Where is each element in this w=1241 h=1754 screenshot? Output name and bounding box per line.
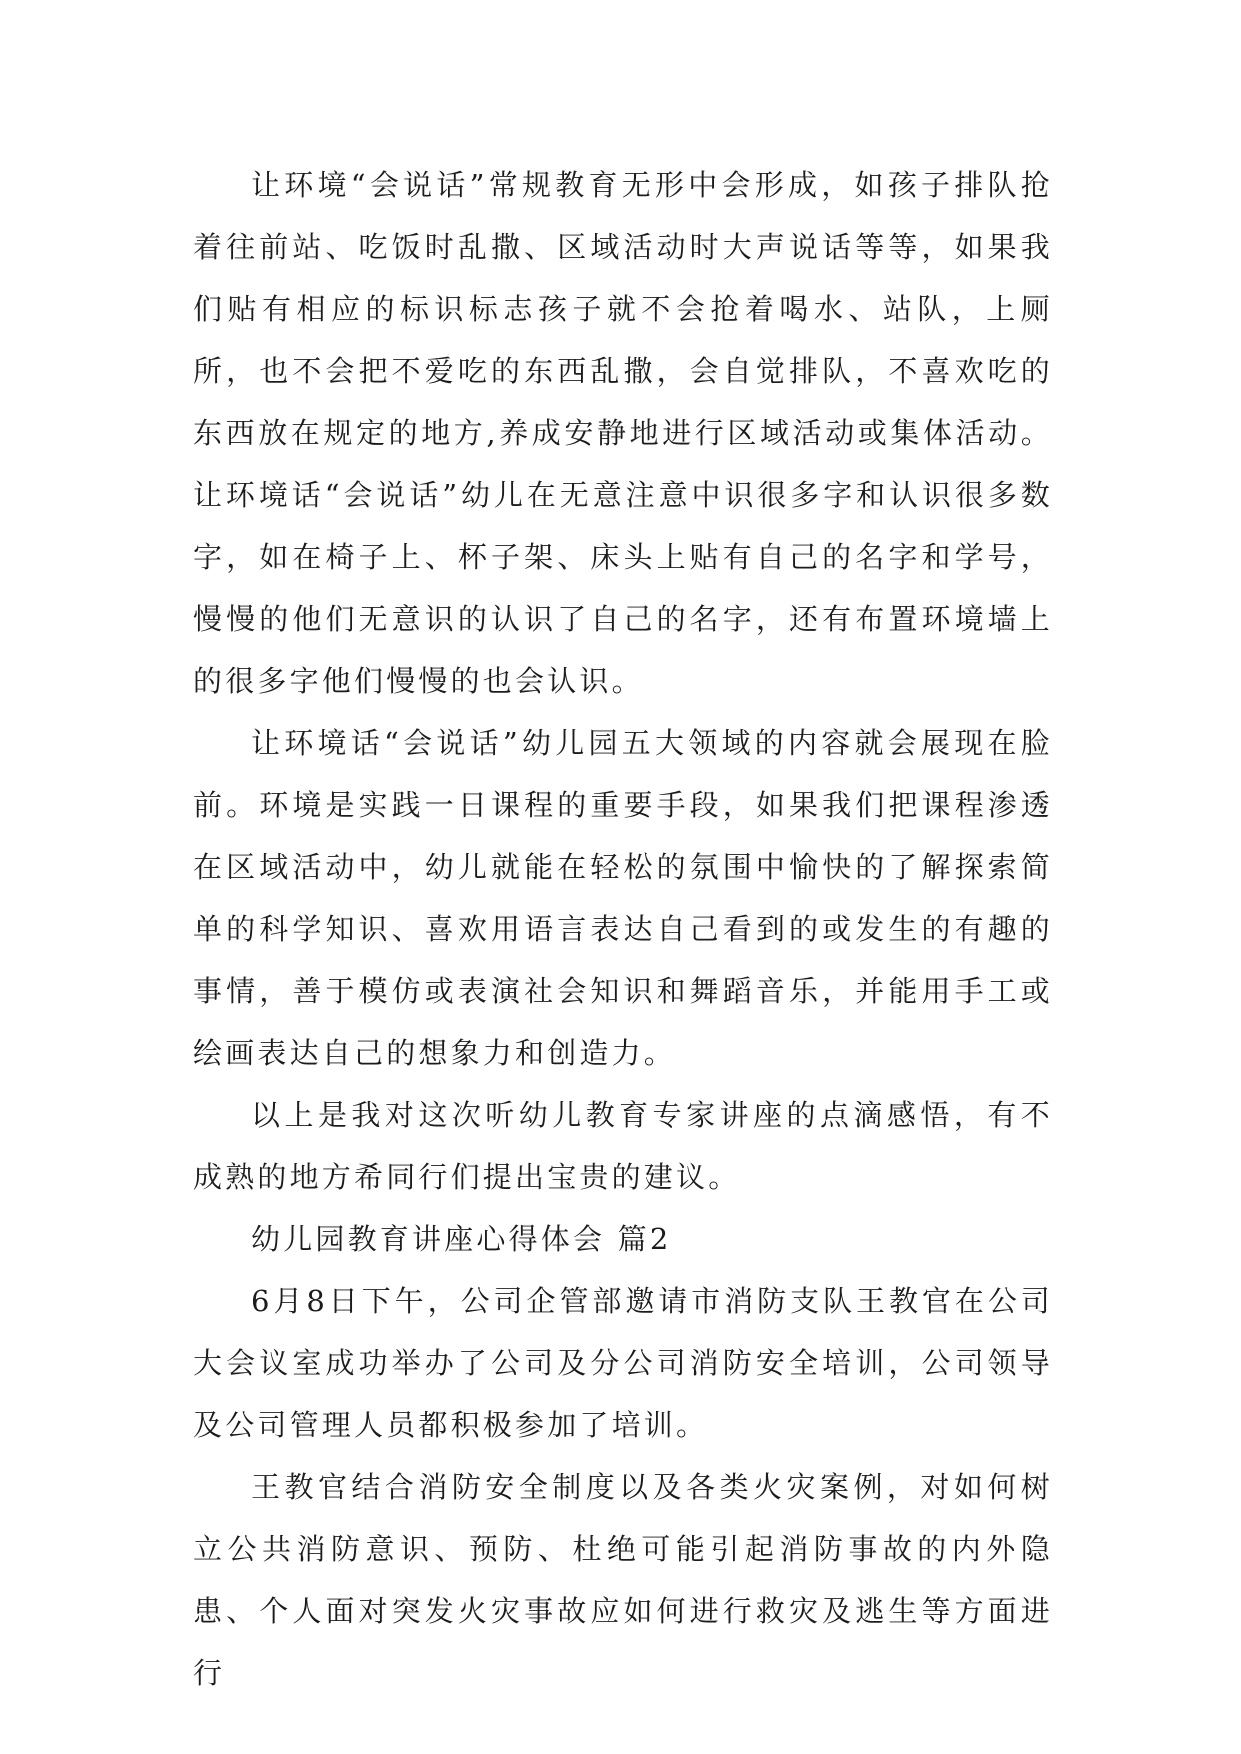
- paragraph-1: 让环境“会说话”常规教育无形中会形成，如孩子排队抢着往前站、吃饭时乱撒、区域活动时大声说话等等，如果我们贴有相应的标识标志孩子就不会抢着喝水、站队，上厕所，也不会把不爱吃的东西乱撒，会自觉排队，不喜欢吃的东西放在规定的地方,养成安静地进行区域活动或集体活动。让环境话“会说话”幼儿在无意注意中识很多字和认识很多数字，如在椅子上、杯子架、床头上贴有自己的名字和学号，慢慢的他们无意识的认识了自己的名字，还有布置环境墙上的很多字他们慢慢的也会认识。: [193, 168, 1053, 698]
- paragraph-4: 6月8日下午，公司企管部邀请市消防支队王教官在公司大会议室成功举办了公司及分公司消防安全培训，公司领导及公司管理人员都积极参加了培训。: [193, 1284, 1053, 1442]
- paragraph-5: 王教官结合消防安全制度以及各类火灾案例，对如何树立公共消防意识、预防、杜绝可能引起消防事故的内外隐患、个人面对突发火灾事故应如何进行救灾及逃生等方面进行: [193, 1470, 1053, 1690]
- section-heading: 幼儿园教育讲座心得体会 篇2: [251, 1222, 672, 1256]
- paragraph-3: 以上是我对这次听幼儿教育专家讲座的点滴感悟，有不成熟的地方希同行们提出宝贵的建议。: [193, 1098, 1053, 1194]
- document-page: [193, 154, 1053, 1704]
- paragraph-2: 让环境话“会说话”幼儿园五大领域的内容就会展现在脸前。环境是实践一日课程的重要手段，如果我们把课程渗透在区域活动中，幼儿就能在轻松的氛围中愉快的了解探索简单的科学知识、喜欢用语言表达自己看到的或发生的有趣的事情，善于模仿或表演社会知识和舞蹈音乐，并能用手工或绘画表达自己的想象力和创造力。: [193, 726, 1053, 1070]
